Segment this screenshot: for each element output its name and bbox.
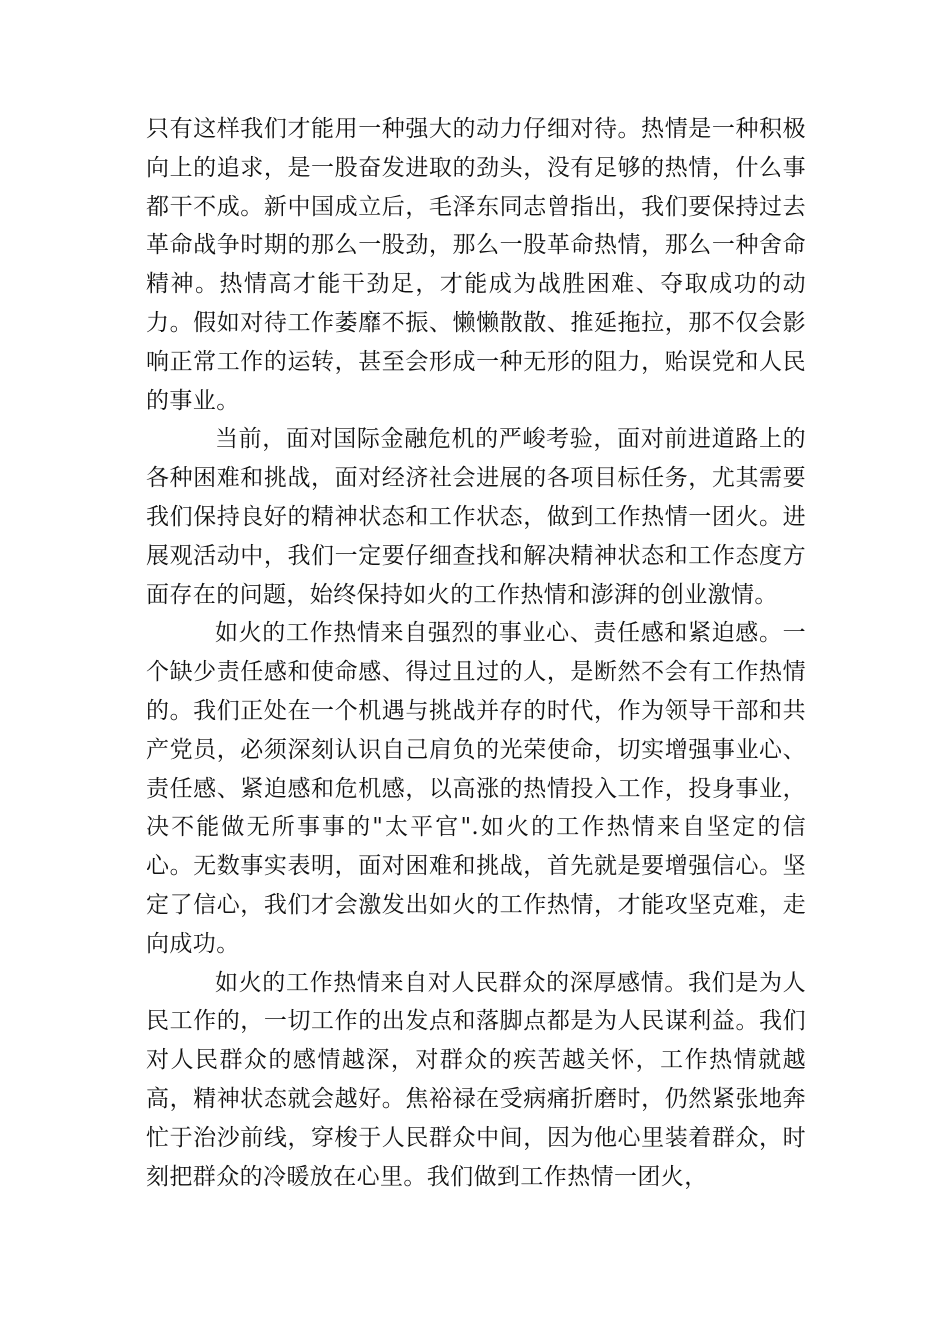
document-body	[146, 110, 806, 1196]
paragraph-3: 如火的工作热情来自强烈的事业心、责任感和紧迫感。一个缺少责任感和使命感、得过且过的人，是断然不会有工作热情的。我们正处在一个机遇与挑战并存的时代，作为领导干部和共产党员，必须深刻认识自己肩负的光荣使命，切实增强事业心、责任感、紧迫感和危机感，以高涨的热情投入工作，投身事业，决不能做无所事事的"太平官".如火的工作热情来自坚定的信心。无数事实表明，面对困难和挑战，首先就是要增强信心。坚定了信心，我们才会激发出如火的工作热情，才能攻坚克难，走向成功。	[146, 620, 806, 957]
paragraph-4: 如火的工作热情来自对人民群众的深厚感情。我们是为人民工作的，一切工作的出发点和落脚点都是为人民谋利益。我们对人民群众的感情越深，对群众的疾苦越关怀，工作热情就越高，精神状态就会越好。焦裕禄在受病痛折磨时，仍然紧张地奔忙于治沙前线，穿梭于人民群众中间，因为他心里装着群众，时刻把群众的冷暖放在心里。我们做到工作热情一团火，	[146, 969, 806, 1190]
paragraph-1: 只有这样我们才能用一种强大的动力仔细对待。热情是一种积极向上的追求，是一股奋发进取的劲头，没有足够的热情，什么事都干不成。新中国成立后，毛泽东同志曾指出，我们要保持过去革命战争时期的那么一股劲，那么一股革命热情，那么一种舍命精神。热情高才能干劲足，才能成为战胜困难、夺取成功的动力。假如对待工作萎靡不振、懒懒散散、推延拖拉，那不仅会影响正常工作的运转，甚至会形成一种无形的阻力，贻误党和人民的事业。	[146, 116, 806, 414]
paragraph-2: 当前，面对国际金融危机的严峻考验，面对前进道路上的各种困难和挑战，面对经济社会进展的各项目标任务，尤其需要我们保持良好的精神状态和工作状态，做到工作热情一团火。进展观活动中，我们一定要仔细查找和解决精神状态和工作态度方面存在的问题，始终保持如火的工作热情和澎湃的创业激情。	[146, 426, 806, 608]
